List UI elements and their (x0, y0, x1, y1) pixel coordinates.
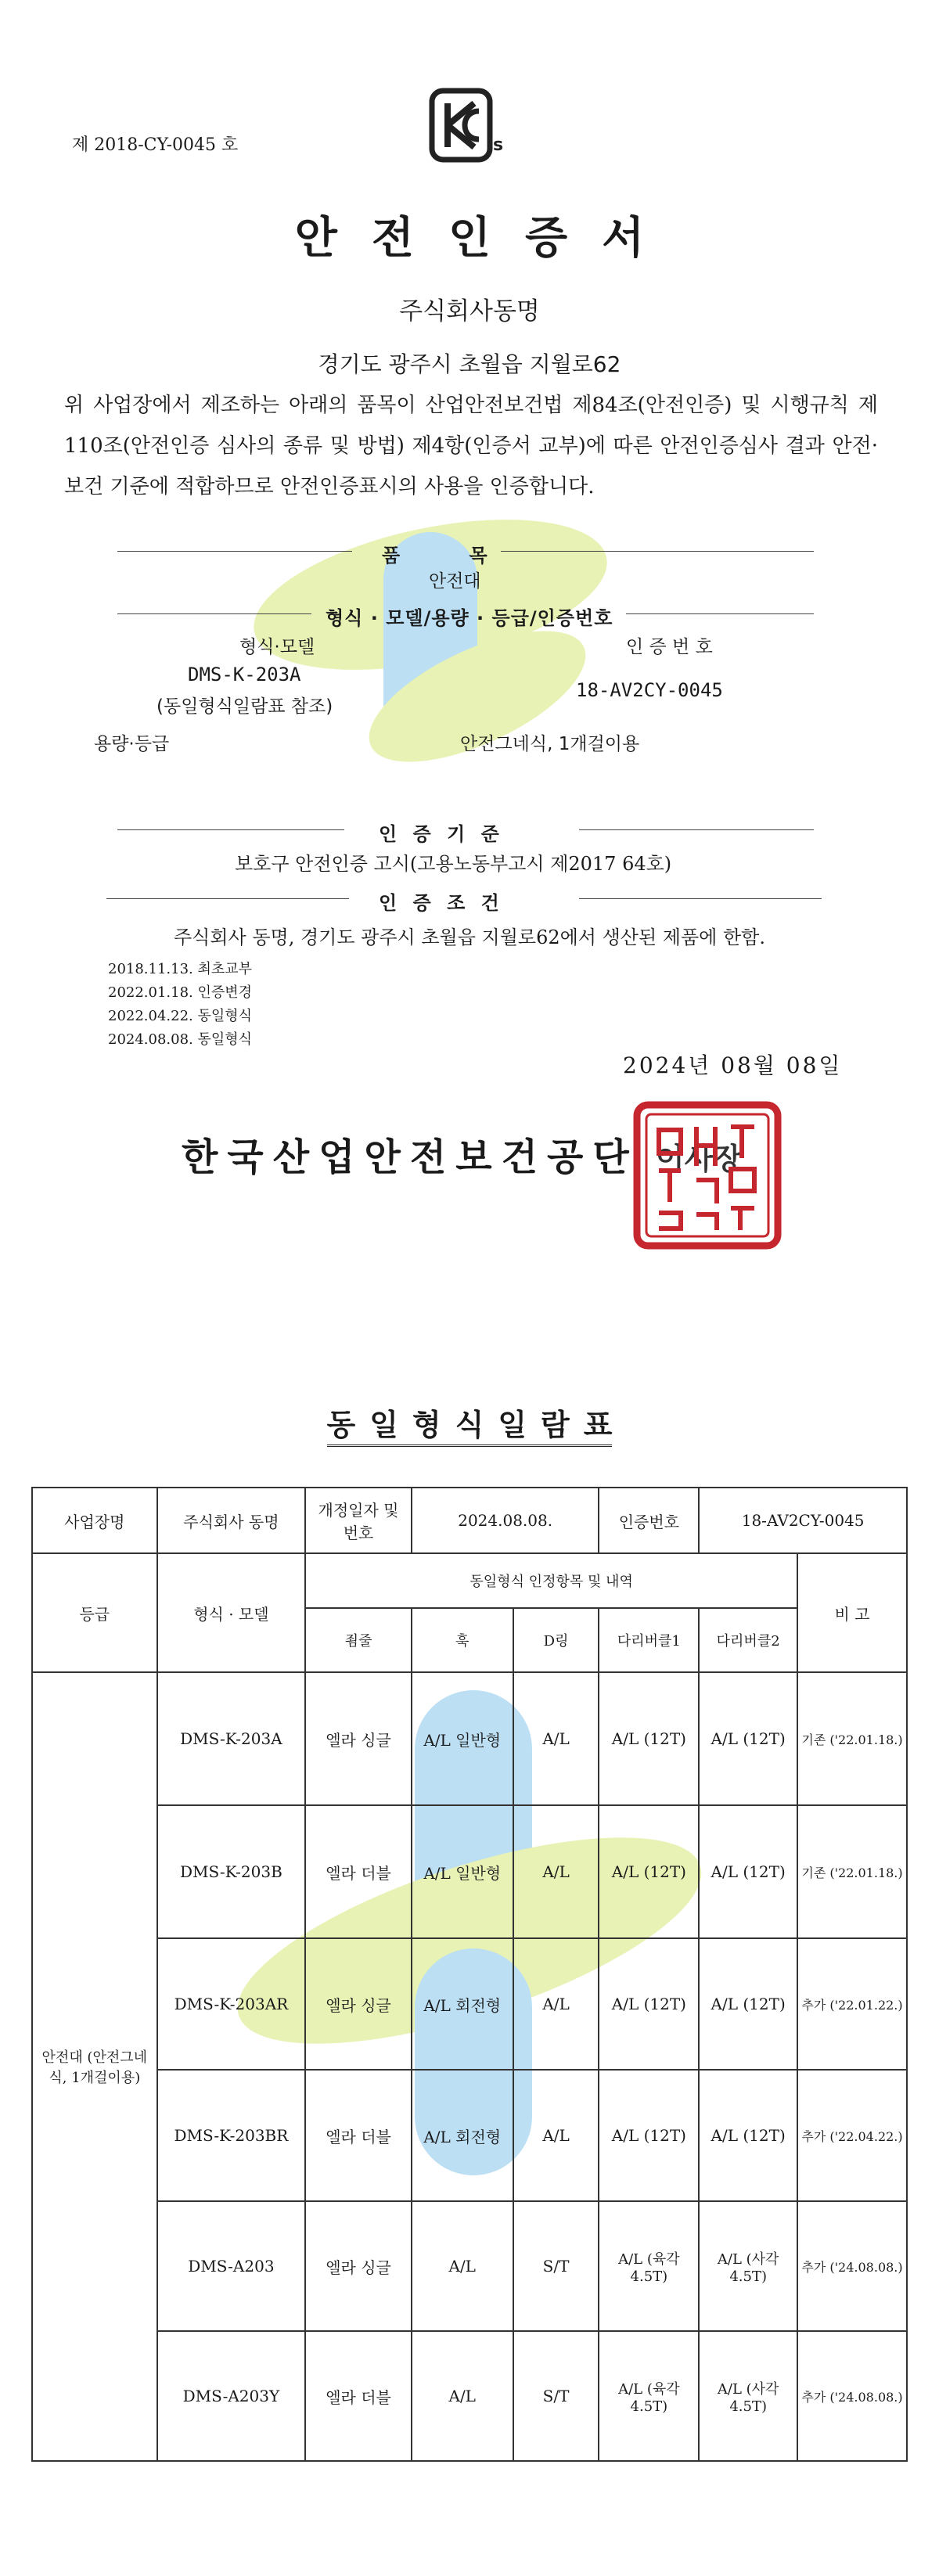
capacity-label: 용량·등급 (94, 734, 170, 754)
model-cell: DMS-A203Y (157, 2331, 306, 2461)
svg-text:s: s (493, 135, 504, 155)
remark-cell: 추가 ('22.04.22.) (797, 2070, 907, 2201)
capacity-value: 안전그네식, 1개걸이용 (460, 734, 640, 754)
condition-value: 주식회사 동명, 경기도 광주시 초월읍 지월로62에서 생산된 제품에 한함. (174, 926, 765, 948)
dring-cell: S/T (513, 2331, 599, 2461)
revision-label: 개정일자 및 번호 (305, 1488, 412, 1553)
lanyard-cell: 엘라 싱글 (305, 1672, 412, 1805)
remark-cell: 기존 ('22.01.18.) (797, 1805, 907, 1938)
hook-cell: A/L 회전형 (412, 1938, 513, 2070)
dring-cell: S/T (513, 2201, 599, 2331)
cert-label: 인증번호 (599, 1488, 699, 1553)
table-row (32, 1672, 907, 1805)
remark-cell: 추가 ('24.08.08.) (797, 2201, 907, 2331)
meta-row (32, 1488, 907, 1553)
hook-cell: A/L (412, 2331, 513, 2461)
hook-cell: A/L (412, 2201, 513, 2331)
buckle2-header: 다리버클2 (699, 1608, 797, 1672)
buckle2-cell: A/L (12T) (699, 1672, 797, 1805)
model-cell: DMS-K-203B (157, 1805, 306, 1938)
hook-cell: A/L 회전형 (412, 2070, 513, 2201)
criteria-value: 보호구 안전인증 고시(고용노동부고시 제2017 64호) (235, 853, 672, 875)
certificate-body-text: 위 사업장에서 제조하는 아래의 품목이 산업안전보건법 제84조(안전인증) 및 시행규칙 제110조(안전인증 심사의 종류 및 방법) 제4항(인증서 교부)에 따른 안전인증심사 결과 안전·보건 기준에 적합하므로 안전인증표시의 사용을 인증합니다. (64, 394, 878, 498)
table-row (32, 2070, 907, 2201)
official-seal (631, 1099, 784, 1252)
remark-header: 비 고 (797, 1553, 907, 1672)
model-value: DMS-K-203A (188, 664, 301, 685)
buckle1-cell: A/L (12T) (599, 1938, 699, 2070)
group-header: 동일형식 인정항목 및 내역 (305, 1553, 797, 1608)
criteria-header: 인 증 기 준 (379, 823, 504, 845)
buckle1-cell: A/L (12T) (599, 1672, 699, 1805)
hook-header: 훅 (412, 1608, 513, 1672)
divider (626, 613, 814, 614)
company-address: 경기도 광주시 초월읍 지월로62 (318, 351, 621, 377)
company-label: 사업장명 (32, 1488, 157, 1553)
buckle1-cell: A/L (육각4.5T) (599, 2331, 699, 2461)
divider (117, 829, 344, 830)
lanyard-cell: 엘라 더블 (305, 1805, 412, 1938)
issue-date: 2024년 08월 08일 (623, 1052, 843, 1078)
buckle1-header: 다리버클1 (599, 1608, 699, 1672)
remark-cell: 기존 ('22.01.18.) (797, 1672, 907, 1805)
certificate-number: 제 2018-CY-0045 호 (72, 135, 239, 155)
lanyard-cell: 엘라 더블 (305, 2331, 412, 2461)
history-item: 2018.11.13. 최초교부 (108, 961, 253, 977)
company-name: 주식회사동명 (399, 297, 540, 326)
model-cell: DMS-K-203A (157, 1672, 306, 1805)
remark-cell: 추가 ('22.01.22.) (797, 1938, 907, 2070)
dring-cell: A/L (513, 2070, 599, 2201)
divider (501, 551, 814, 552)
buckle1-cell: A/L (육각4.5T) (599, 2201, 699, 2331)
divider (579, 829, 814, 830)
dring-header: D링 (513, 1608, 599, 1672)
cert-number-label: 인 증 번 호 (626, 637, 713, 657)
model-label: 형식·모델 (239, 637, 315, 657)
model-header: 형식 · 모델 (157, 1553, 306, 1672)
dring-cell: A/L (513, 1805, 599, 1938)
buckle2-cell: A/L (12T) (699, 1938, 797, 2070)
table-row (32, 2331, 907, 2461)
certificate-title: 안전인증서 (294, 213, 679, 264)
table-row (32, 1938, 907, 2070)
buckle1-cell: A/L (12T) (599, 2070, 699, 2201)
hook-cell: A/L 일반형 (412, 1805, 513, 1938)
buckle2-cell: A/L (사각4.5T) (699, 2331, 797, 2461)
divider (579, 898, 822, 899)
list-title: 동일형식일람표 (326, 1407, 627, 1442)
history-item: 2022.04.22. 동일형식 (108, 1008, 253, 1024)
equivalent-model-table (31, 1487, 908, 2462)
lanyard-cell: 엘라 싱글 (305, 2201, 412, 2331)
condition-header: 인 증 조 건 (379, 892, 504, 914)
buckle2-cell: A/L (12T) (699, 1805, 797, 1938)
divider (106, 898, 349, 899)
kcs-mark-icon (429, 88, 510, 169)
grade-value: 안전대 (안전그네식, 1개걸이용) (32, 1672, 157, 2461)
issuer-name: 한국산업안전보건공단 (182, 1135, 639, 1179)
grade-header: 등급 (32, 1553, 157, 1672)
model-note: (동일형식일람표 참조) (156, 696, 333, 717)
buckle2-cell: A/L (12T) (699, 2070, 797, 2201)
cert-number-value: 18-AV2CY-0045 (576, 679, 723, 701)
title-underline (327, 1445, 612, 1447)
history-item: 2022.01.18. 인증변경 (108, 984, 253, 1001)
company-value: 주식회사 동명 (157, 1488, 306, 1553)
lanyard-cell: 엘라 싱글 (305, 1938, 412, 2070)
type-header: 형식 · 모델/용량 · 등급/인증번호 (326, 607, 613, 629)
cert-value: 18-AV2CY-0045 (699, 1488, 907, 1553)
divider (117, 613, 311, 614)
buckle1-cell: A/L (12T) (599, 1805, 699, 1938)
history-item: 2024.08.08. 동일형식 (108, 1031, 253, 1048)
issuer-suffix: 이사장 (656, 1142, 743, 1176)
buckle2-cell: A/L (사각4.5T) (699, 2201, 797, 2331)
revision-value: 2024.08.08. (412, 1488, 599, 1553)
model-cell: DMS-A203 (157, 2201, 306, 2331)
item-header: 품 목 (382, 545, 519, 567)
model-cell: DMS-K-203BR (157, 2070, 306, 2201)
dring-cell: A/L (513, 1672, 599, 1805)
model-cell: DMS-K-203AR (157, 1938, 306, 2070)
header-row (32, 1553, 907, 1608)
lanyard-header: 죔줄 (305, 1608, 412, 1672)
table-row (32, 1805, 907, 1938)
divider (117, 551, 352, 552)
remark-cell: 추가 ('24.08.08.) (797, 2331, 907, 2461)
dring-cell: A/L (513, 1938, 599, 2070)
hook-cell: A/L 일반형 (412, 1672, 513, 1805)
item-value: 안전대 (429, 571, 481, 592)
lanyard-cell: 엘라 더블 (305, 2070, 412, 2201)
table-row (32, 2201, 907, 2331)
